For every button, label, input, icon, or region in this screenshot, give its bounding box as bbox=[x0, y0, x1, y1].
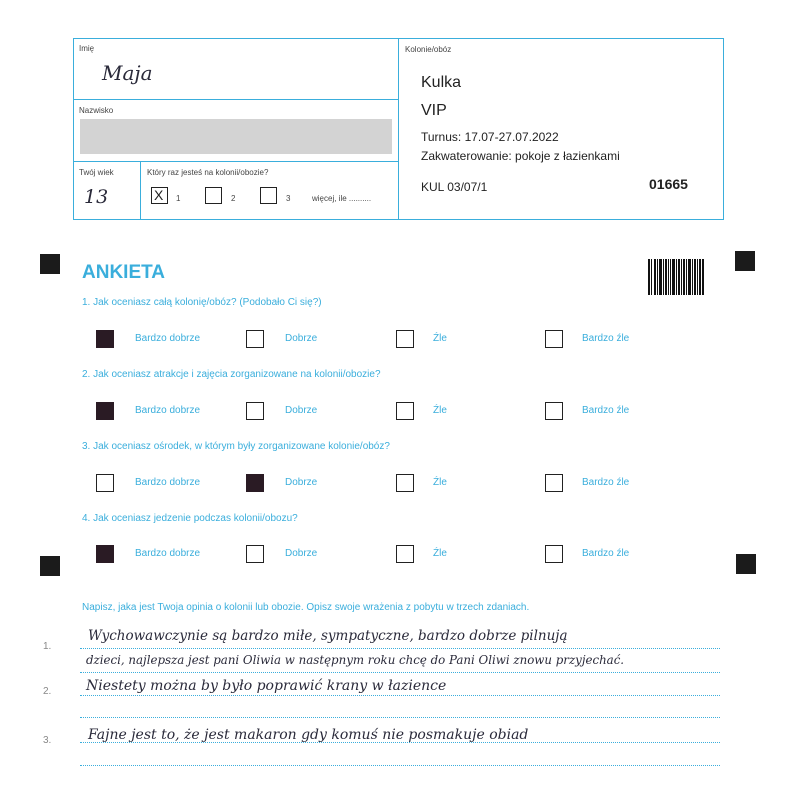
registration-mark-bottom-right bbox=[736, 554, 756, 574]
kod: KUL 03/07/1 bbox=[421, 180, 488, 194]
opinion-line-1[interactable]: Wychowawczynie są bardzo miłe, sympatyczne, bardzo dobrze pilnują bbox=[88, 628, 568, 644]
nazwisko-label: Nazwisko bbox=[79, 106, 114, 115]
barcode-icon bbox=[648, 259, 704, 295]
rating-checkbox[interactable] bbox=[545, 402, 563, 420]
rating-option-label: Bardzo źle bbox=[582, 548, 630, 559]
rating-checkbox[interactable] bbox=[246, 402, 264, 420]
rating-option-label: Bardzo dobrze bbox=[135, 405, 201, 416]
question-text: 1. Jak oceniasz całą kolonię/obóz? (Podobało Ci się?) bbox=[82, 297, 322, 308]
rating-option-label: Bardzo dobrze bbox=[135, 477, 201, 488]
surname-redacted bbox=[80, 119, 392, 154]
rating-checkbox[interactable] bbox=[96, 330, 114, 348]
rating-option-label: Źle bbox=[433, 548, 447, 559]
question-text: 4. Jak oceniasz jedzenie podczas kolonii/obozu? bbox=[82, 513, 298, 524]
rating-option-label: Bardzo dobrze bbox=[135, 548, 201, 559]
dotted-line bbox=[80, 672, 720, 673]
imie-label: Imię bbox=[79, 44, 95, 53]
dotted-line bbox=[80, 765, 720, 766]
x-mark: X bbox=[154, 187, 164, 203]
rating-option-label: Bardzo źle bbox=[582, 405, 630, 416]
numer: 01665 bbox=[649, 176, 688, 192]
kolonia-type: VIP bbox=[421, 102, 447, 119]
rating-checkbox[interactable] bbox=[396, 474, 414, 492]
rating-checkbox[interactable] bbox=[396, 402, 414, 420]
rating-checkbox[interactable] bbox=[545, 545, 563, 563]
visit-option-3-checkbox[interactable] bbox=[260, 187, 277, 204]
visit-option-1-label: 1 bbox=[176, 194, 181, 203]
rating-checkbox[interactable] bbox=[246, 545, 264, 563]
question-text: 3. Jak oceniasz ośrodek, w którym były zorganizowane kolonie/obóz? bbox=[82, 441, 390, 452]
wiecej-label: więcej, ile .......... bbox=[312, 194, 372, 203]
dotted-line bbox=[80, 648, 720, 649]
rating-option-label: Dobrze bbox=[285, 477, 318, 488]
rating-option-label: Bardzo źle bbox=[582, 477, 630, 488]
rating-checkbox[interactable] bbox=[545, 330, 563, 348]
opinion-line-3[interactable]: Niestety można by było poprawić krany w łazience bbox=[86, 678, 447, 694]
visit-option-2-label: 2 bbox=[231, 194, 236, 203]
rating-option-label: Dobrze bbox=[285, 333, 318, 344]
kolonia-label: Kolonie/obóz bbox=[405, 45, 452, 54]
ktory-raz-label: Który raz jesteś na kolonii/obozie? bbox=[147, 168, 269, 177]
visit-option-3-label: 3 bbox=[286, 194, 291, 203]
rating-checkbox[interactable] bbox=[96, 402, 114, 420]
surname-box bbox=[73, 99, 399, 162]
line-number-1: 1. bbox=[43, 641, 52, 652]
visit-option-1-checkbox[interactable] bbox=[151, 187, 168, 204]
rating-checkbox[interactable] bbox=[396, 330, 414, 348]
registration-mark-top-left bbox=[40, 254, 60, 274]
line-number-2: 2. bbox=[43, 686, 52, 697]
turnus: Turnus: 17.07-27.07.2022 bbox=[421, 130, 559, 144]
name-box bbox=[73, 38, 399, 100]
survey-title: ANKIETA bbox=[82, 262, 166, 283]
opinion-prompt: Napisz, jaka jest Twoja opinia o kolonii lub obozie. Opisz swoje wrażenia z pobytu w trzech zdaniach. bbox=[82, 602, 530, 613]
rating-option-label: Dobrze bbox=[285, 405, 318, 416]
wiek-label: Twój wiek bbox=[79, 168, 114, 177]
rating-checkbox[interactable] bbox=[96, 474, 114, 492]
rating-checkbox[interactable] bbox=[96, 545, 114, 563]
opinion-line-2[interactable]: dzieci, najlepsza jest pani Oliwia w następnym roku chcę do Pani Oliwi znowu przyjechać. bbox=[86, 653, 625, 667]
rating-option-label: Bardzo dobrze bbox=[135, 333, 201, 344]
rating-option-label: Źle bbox=[433, 477, 447, 488]
rating-option-label: Bardzo źle bbox=[582, 333, 630, 344]
kolonia-name: Kulka bbox=[421, 74, 462, 91]
zakwaterowanie: Zakwaterowanie: pokoje z łazienkami bbox=[421, 149, 620, 163]
visit-count-box bbox=[140, 161, 399, 220]
dotted-line bbox=[80, 695, 720, 696]
wiek-value[interactable]: 13 bbox=[84, 186, 109, 208]
rating-checkbox[interactable] bbox=[246, 474, 264, 492]
imie-value[interactable]: Maja bbox=[102, 61, 153, 85]
visit-option-2-checkbox[interactable] bbox=[205, 187, 222, 204]
registration-mark-bottom-left bbox=[40, 556, 60, 576]
dotted-line bbox=[80, 717, 720, 718]
question-text: 2. Jak oceniasz atrakcje i zajęcia zorganizowane na kolonii/obozie? bbox=[82, 369, 381, 380]
registration-mark-top-right bbox=[735, 251, 755, 271]
age-box bbox=[73, 161, 141, 220]
rating-option-label: Źle bbox=[433, 405, 447, 416]
rating-checkbox[interactable] bbox=[246, 330, 264, 348]
rating-option-label: Dobrze bbox=[285, 548, 318, 559]
camp-info-box bbox=[398, 38, 724, 220]
opinion-line-4[interactable]: Fajne jest to, że jest makaron gdy komuś nie posmakuje obiad bbox=[88, 727, 529, 743]
rating-option-label: Źle bbox=[433, 333, 447, 344]
rating-checkbox[interactable] bbox=[396, 545, 414, 563]
line-number-3: 3. bbox=[43, 735, 52, 746]
rating-checkbox[interactable] bbox=[545, 474, 563, 492]
